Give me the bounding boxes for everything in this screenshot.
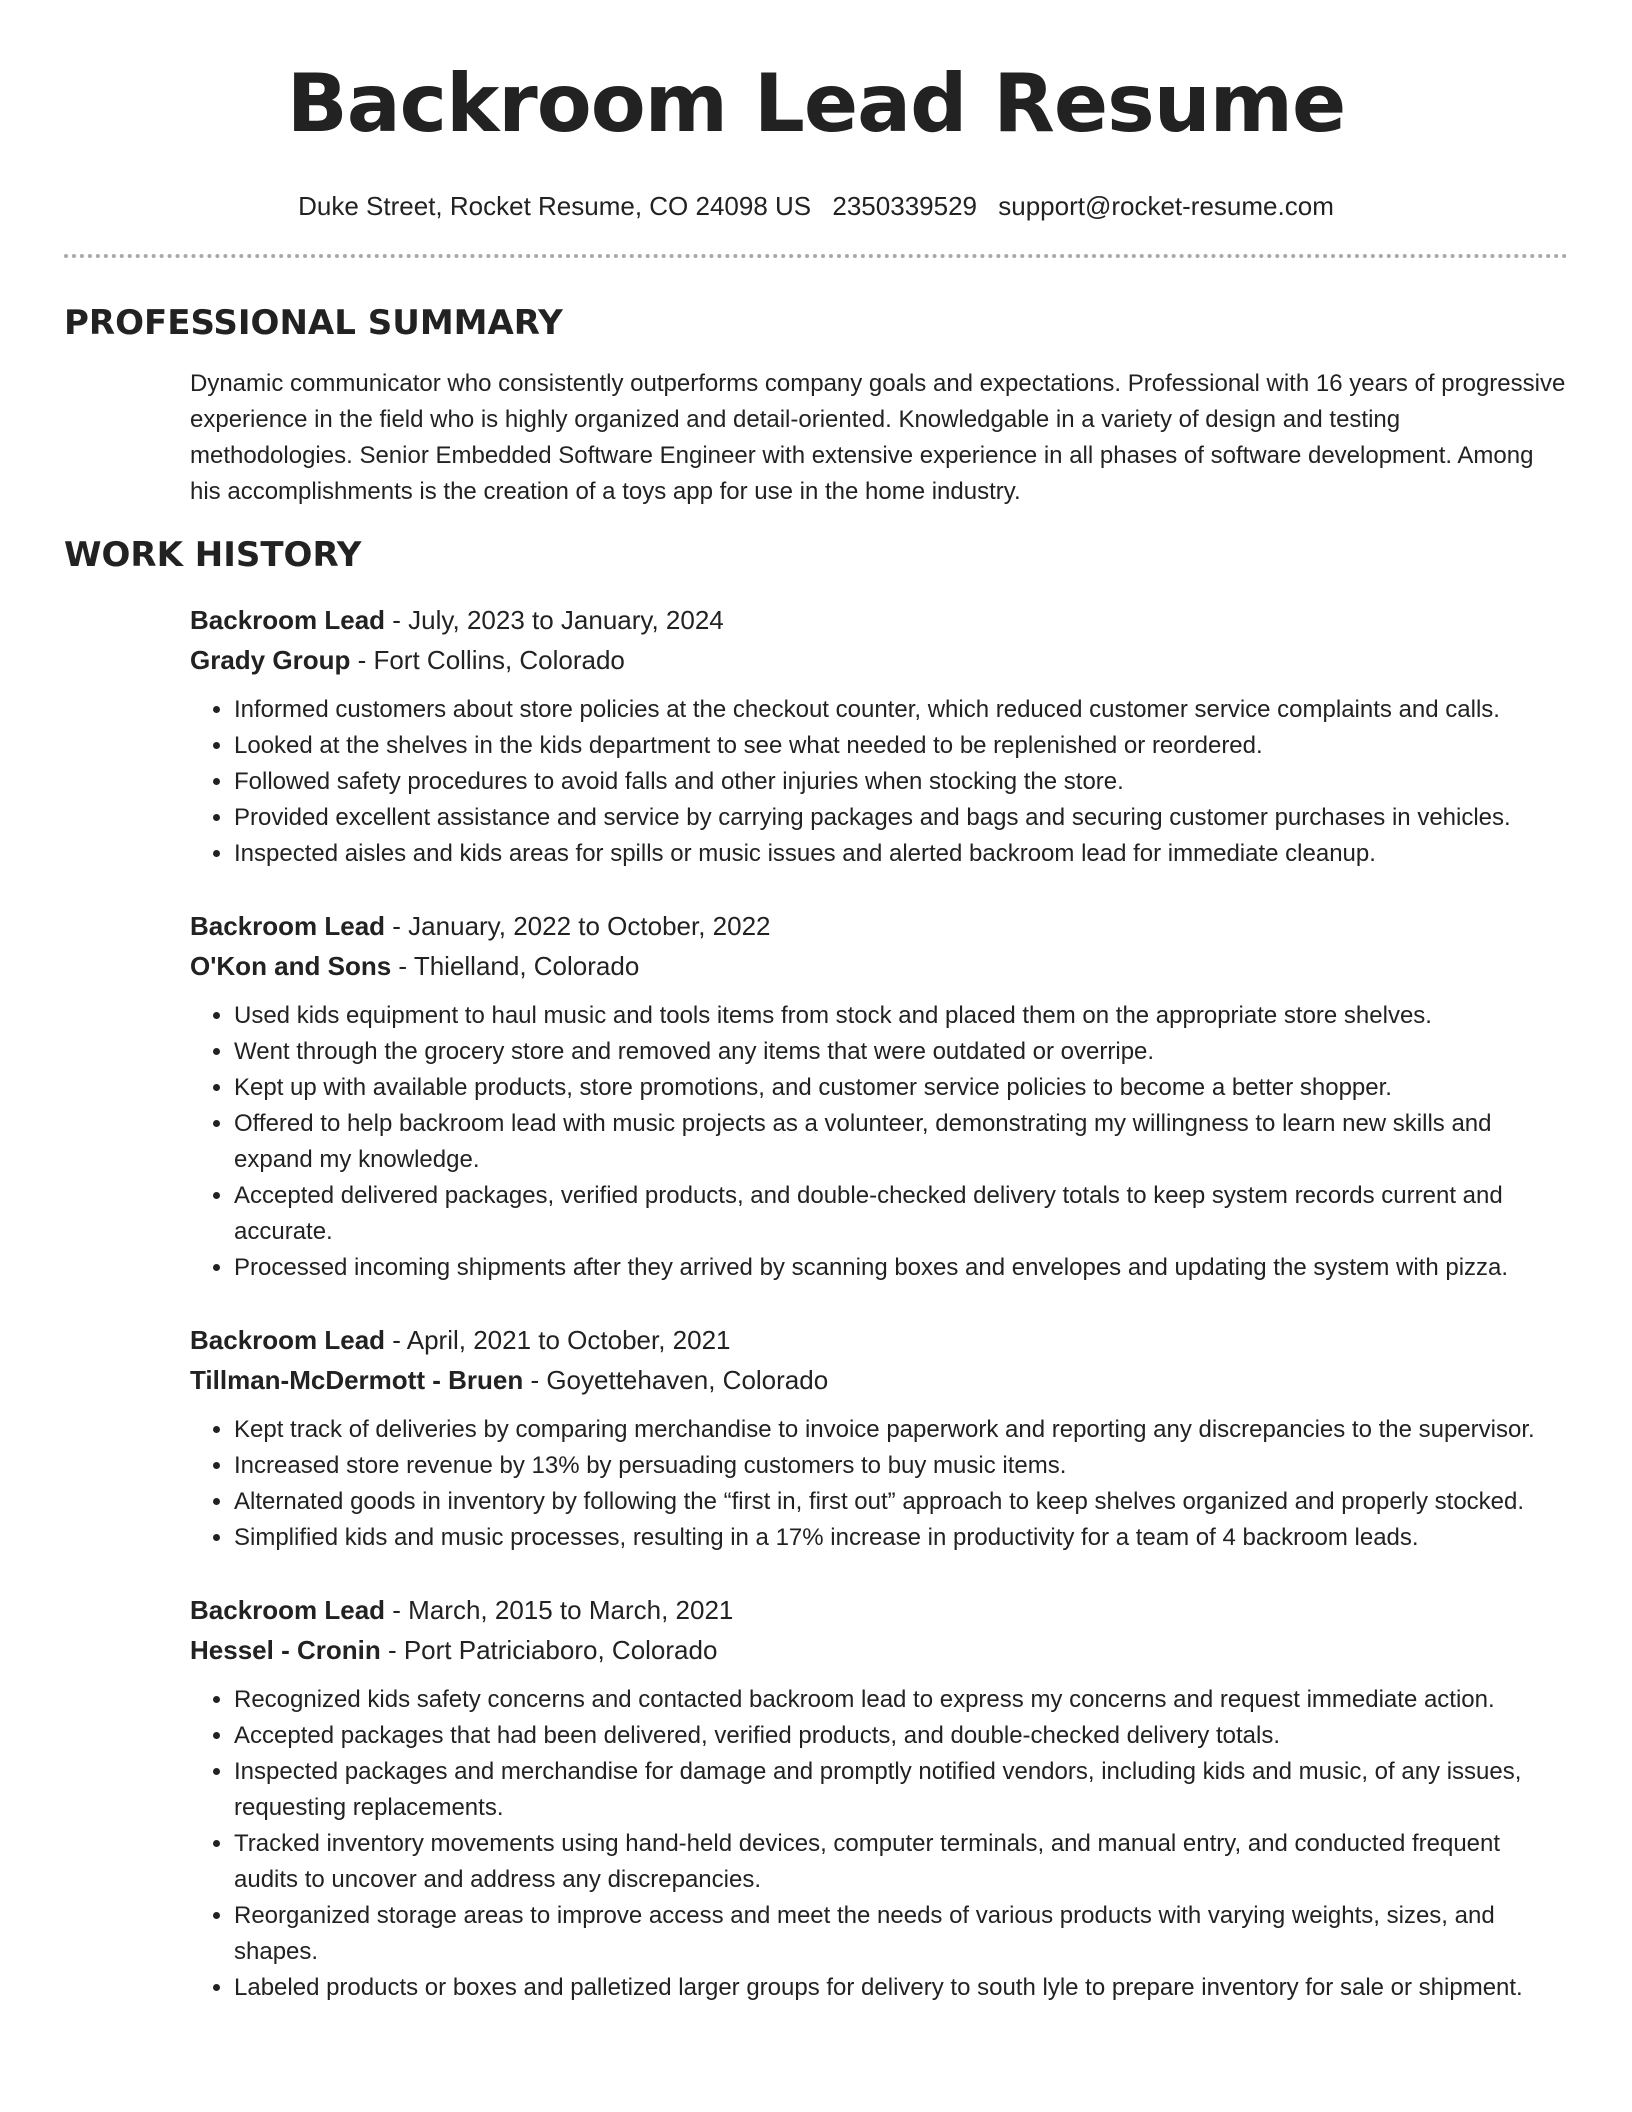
job-title: Backroom Lead <box>190 1325 386 1355</box>
job-bullet: • Looked at the shelves in the kids department to see what needed to be replenished or reordered. <box>234 728 1568 764</box>
job-bullet: • Recognized kids safety concerns and contacted backroom lead to express my concerns and request immediate action. <box>234 1682 1568 1718</box>
job-company: Tillman-McDermott - Bruen <box>190 1365 524 1395</box>
job-bullet: • Informed customers about store policies at the checkout counter, which reduced customer service complaints and calls. <box>234 692 1568 728</box>
job-bullet: • Reorganized storage areas to improve access and meet the needs of various products with varying weights, sizes, and shapes. <box>234 1898 1568 1970</box>
job-bullet-list <box>190 692 1568 872</box>
job-bullet-list <box>190 998 1568 1286</box>
job-bullet: • Tracked inventory movements using hand-held devices, computer terminals, and manual entry, and conducted frequent audits to uncover and address any discrepancies. <box>234 1826 1568 1898</box>
header-divider <box>64 254 1568 258</box>
job-dates: - July, 2023 to January, 2024 <box>385 605 724 635</box>
job-dates: - January, 2022 to October, 2022 <box>385 911 771 941</box>
job-entry <box>190 600 1568 872</box>
job-bullet: • Provided excellent assistance and service by carrying packages and bags and securing customer purchases in vehicles. <box>234 800 1568 836</box>
job-bullet: • Followed safety procedures to avoid falls and other injuries when stocking the store. <box>234 764 1568 800</box>
job-bullet: • Simplified kids and music processes, resulting in a 17% increase in productivity for a team of 4 backroom leads. <box>234 1520 1568 1556</box>
resume-title: Backroom Lead Resume <box>286 57 1346 150</box>
job-title: Backroom Lead <box>190 1595 386 1625</box>
job-bullet: • Used kids equipment to haul music and tools items from stock and placed them on the appropriate store shelves. <box>234 998 1568 1034</box>
job-company-line <box>190 1360 1568 1400</box>
job-bullet: • Offered to help backroom lead with music projects as a volunteer, demonstrating my willingness to learn new skills and expand my knowledge. <box>234 1106 1568 1178</box>
job-bullet: • Processed incoming shipments after they arrived by scanning boxes and envelopes and updating the system with pizza. <box>234 1250 1568 1286</box>
job-dates: - March, 2015 to March, 2021 <box>385 1595 734 1625</box>
job-title-line <box>190 600 1568 640</box>
job-company: O'Kon and Sons <box>190 951 392 981</box>
job-bullet-list <box>190 1682 1568 2006</box>
job-bullet: • Kept up with available products, store promotions, and customer service policies to become a better shopper. <box>234 1070 1568 1106</box>
job-title-line <box>190 906 1568 946</box>
work-history-heading: WORK HISTORY <box>64 535 362 575</box>
job-bullet: • Inspected packages and merchandise for damage and promptly notified vendors, including kids and music, of any issues, requesting replacements. <box>234 1754 1568 1826</box>
resume-page <box>64 0 1568 2006</box>
contact-line <box>64 190 1568 222</box>
job-bullet-list <box>190 1412 1568 1556</box>
job-location: - Port Patriciaboro, Colorado <box>380 1635 718 1665</box>
job-bullet: • Alternated goods in inventory by following the “first in, first out” approach to keep shelves organized and properly stocked. <box>234 1484 1568 1520</box>
job-location: - Fort Collins, Colorado <box>350 645 625 675</box>
job-bullet: • Accepted delivered packages, verified products, and double-checked delivery totals to keep system records current and accurate. <box>234 1178 1568 1250</box>
job-bullet: • Inspected aisles and kids areas for spills or music issues and alerted backroom lead for immediate cleanup. <box>234 836 1568 872</box>
summary-heading: PROFESSIONAL SUMMARY <box>64 303 563 343</box>
contact-email: support@rocket-resume.com <box>998 191 1334 221</box>
job-company: Grady Group <box>190 645 351 675</box>
job-location: - Thielland, Colorado <box>391 951 640 981</box>
job-company-line <box>190 640 1568 680</box>
job-entry <box>190 906 1568 1286</box>
job-entry <box>190 1320 1568 1556</box>
job-bullet: • Increased store revenue by 13% by persuading customers to buy music items. <box>234 1448 1568 1484</box>
job-company-line <box>190 946 1568 986</box>
job-company: Hessel - Cronin <box>190 1635 381 1665</box>
job-entry <box>190 1590 1568 2006</box>
contact-address: Duke Street, Rocket Resume, CO 24098 US <box>298 191 812 221</box>
contact-phone: 2350339529 <box>832 191 977 221</box>
job-title-line <box>190 1320 1568 1360</box>
job-bullet: • Labeled products or boxes and palletized larger groups for delivery to south lyle to prepare inventory for sale or shipment. <box>234 1970 1568 2006</box>
job-location: - Goyettehaven, Colorado <box>523 1365 829 1395</box>
job-bullet: • Accepted packages that had been delivered, verified products, and double-checked delivery totals. <box>234 1718 1568 1754</box>
job-company-line <box>190 1630 1568 1670</box>
job-bullet: • Went through the grocery store and removed any items that were outdated or overripe. <box>234 1034 1568 1070</box>
job-dates: - April, 2021 to October, 2021 <box>385 1325 731 1355</box>
summary-text: Dynamic communicator who consistently outperforms company goals and expectations. Professional with 16 years of progressive experience in the field who is highly organized and detail-oriented. Knowledgable in a variety of design and testing methodologies. Senior Embedded Software Engineer with extensive experience in all phases of software development. Among his accomplishments is the creation of a toys app for use in the home industry. <box>190 370 1566 505</box>
job-title: Backroom Lead <box>190 911 386 941</box>
job-title: Backroom Lead <box>190 605 386 635</box>
job-bullet: • Kept track of deliveries by comparing merchandise to invoice paperwork and reporting any discrepancies to the supervisor. <box>234 1412 1568 1448</box>
job-title-line <box>190 1590 1568 1630</box>
